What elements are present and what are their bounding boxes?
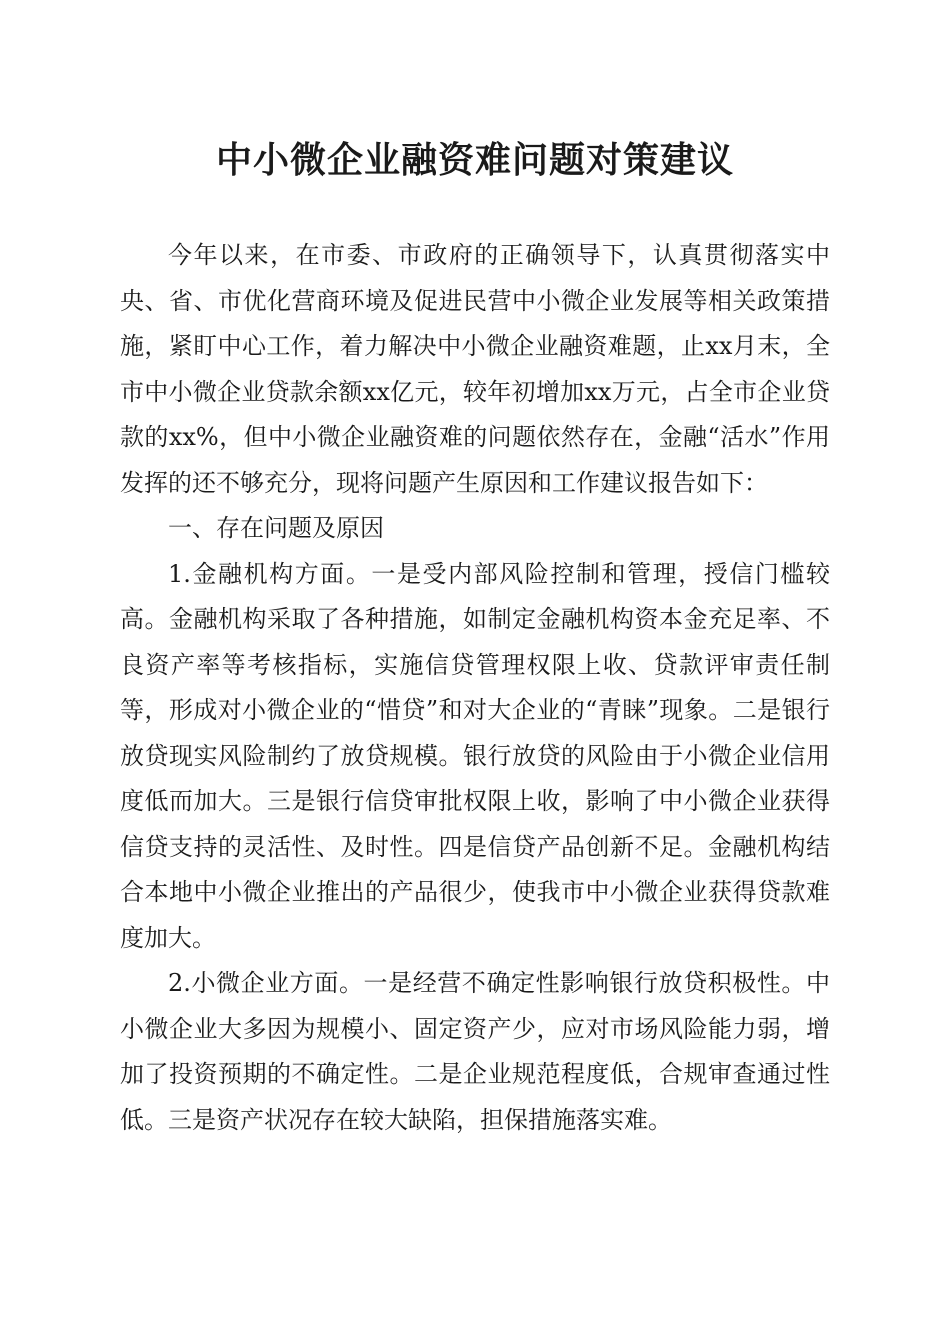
paragraph-small-enterprises: 2.小微企业方面。一是经营不确定性影响银行放贷积极性。中小微企业大多因为规模小、固定资产少，应对市场风险能力弱，增加了投资预期的不确定性。二是企业规范程度低，合规审查通过性低。三是资产状况存在较大缺陷，担保措施落实难。 — [120, 969, 830, 1134]
document-body — [120, 233, 830, 1143]
section-heading: 一、存在问题及原因 — [168, 514, 384, 542]
document-title: 中小微企业融资难问题对策建议 — [215, 139, 734, 181]
paragraph-financial-institutions: 1.金融机构方面。一是受内部风险控制和管理，授信门槛较高。金融机构采取了各种措施，如制定金融机构资本金充足率、不良资产率等考核指标，实施信贷管理权限上收、贷款评审责任制等，形成对小微企业的“惜贷”和对大企业的“青睐”现象。二是银行放贷现实风险制约了放贷规模。银行放贷的风险由于小微企业信用度低而加大。三是银行信贷审批权限上收，影响了中小微企业获得信贷支持的灵活性、及时性。四是信贷产品创新不足。金融机构结合本地中小微企业推出的产品很少，使我市中小微企业获得贷款难度加大。 — [120, 559, 830, 952]
intro-paragraph: 今年以来，在市委、市政府的正确领导下，认真贯彻落实中央、省、市优化营商环境及促进民营中小微企业发展等相关政策措施，紧盯中心工作，着力解决中小微企业融资难题，止xx月末，全市中小微企业贷款余额xx亿元，较年初增加xx万元，占全市企业贷款的xx%，但中小微企业融资难的问题依然存在，金融“活水”作用发挥的还不够充分，现将问题产生原因和工作建议报告如下： — [120, 241, 830, 497]
